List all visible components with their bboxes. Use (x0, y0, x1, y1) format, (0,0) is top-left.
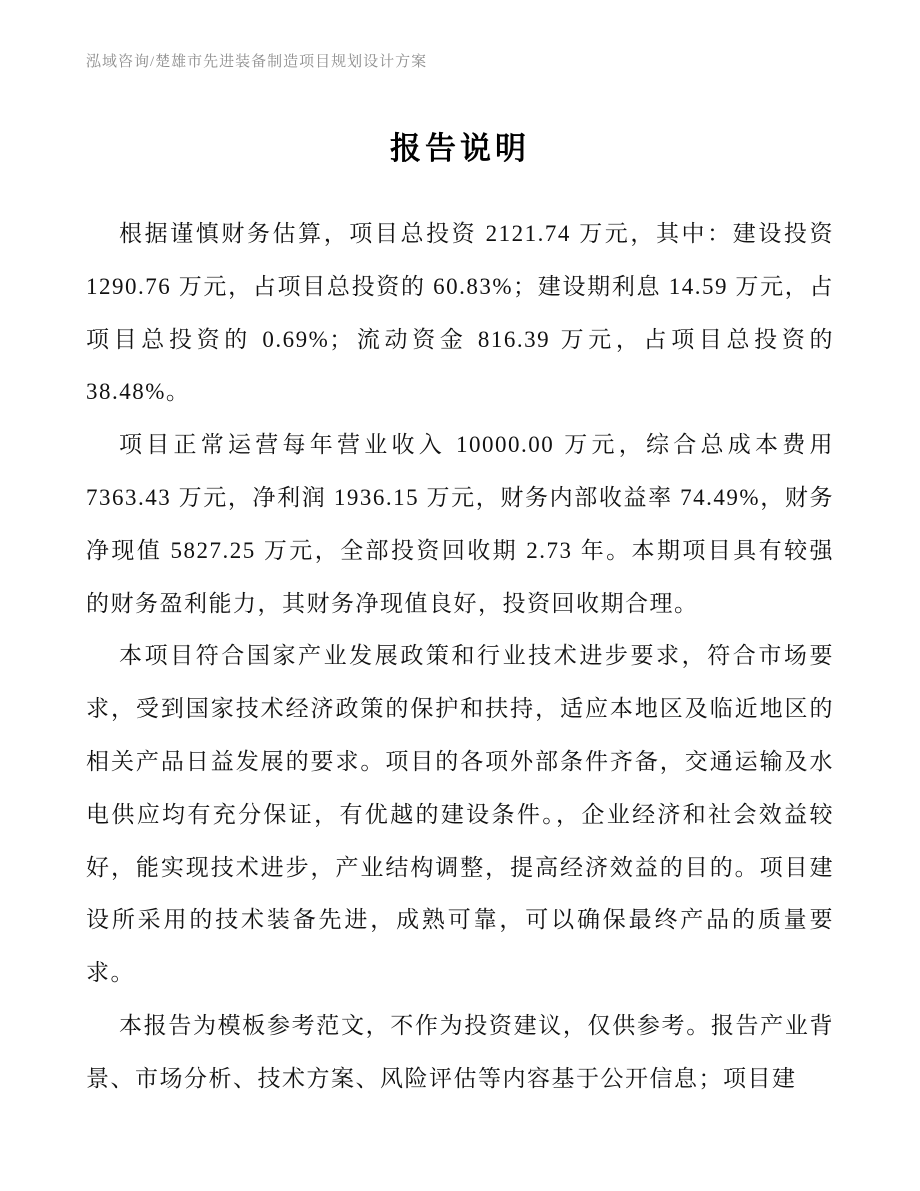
paragraph: 根据谨慎财务估算，项目总投资 2121.74 万元，其中：建设投资 1290.76 万元，占项目总投资的 60.83%；建设期利息 14.59 万元，占项目总投资的 0.69%；流动资金 816.39 万元，占项目总投资的 38.48%。 (86, 221, 834, 405)
page-title: 报告说明 (390, 131, 530, 166)
paragraph: 本项目符合国家产业发展政策和行业技术进步要求，符合市场要求，受到国家技术经济政策的保护和扶持，适应本地区及临近地区的相关产品日益发展的要求。项目的各项外部条件齐备，交通运输及水电供应均有充分保证，有优越的建设条件。，企业经济和社会效益较好，能实现技术进步，产业结构调整，提高经济效益的目的。项目建设所采用的技术装备先进，成熟可靠，可以确保最终产品的质量要求。 (86, 643, 834, 986)
paragraph: 本报告为模板参考范文，不作为投资建议，仅供参考。报告产业背景、市场分析、技术方案、风险评估等内容基于公开信息；项目建 (86, 1012, 834, 1091)
document-body (86, 208, 834, 1106)
document-header: 泓域咨询/楚雄市先进装备制造项目规划设计方案 (86, 54, 428, 70)
paragraph: 项目正常运营每年营业收入 10000.00 万元，综合总成本费用 7363.43 万元，净利润 1936.15 万元，财务内部收益率 74.49%，财务净现值 5827.25 万元，全部投资回收期 2.73 年。本期项目具有较强的财务盈利能力，其财务净现值良好，投资回收期合理。 (86, 432, 834, 616)
